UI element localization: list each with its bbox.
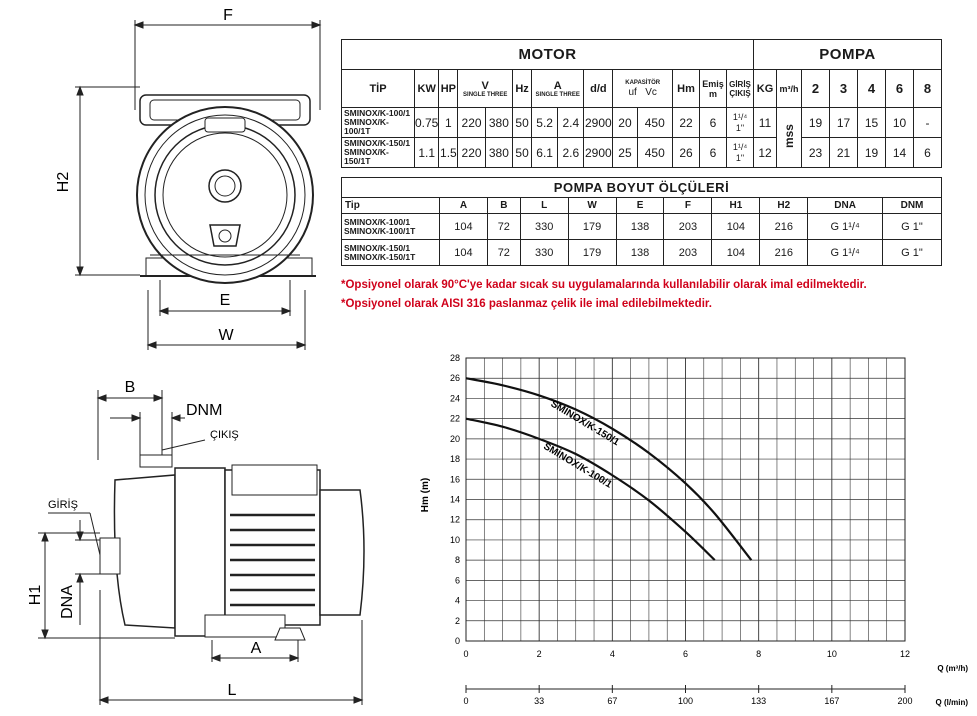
label-cikis: ÇIKIŞ bbox=[210, 429, 239, 441]
uf-cell: 25 bbox=[613, 138, 637, 168]
th-m3h: m³/h bbox=[777, 70, 802, 108]
dim-cell: 216 bbox=[760, 214, 808, 240]
head-cell: 15 bbox=[858, 108, 886, 138]
x-tick-label: 2 bbox=[536, 649, 542, 659]
th-uf: uf bbox=[628, 86, 637, 98]
model-cell bbox=[342, 214, 440, 240]
series-line bbox=[466, 419, 715, 560]
dim-cell: G 1" bbox=[882, 214, 941, 240]
th-flow-4: 4 bbox=[858, 70, 886, 108]
th-flow-8: 8 bbox=[914, 70, 942, 108]
model-a: SMINOX/K-150/1 bbox=[344, 138, 411, 148]
vc-cell: 450 bbox=[637, 138, 672, 168]
v3-cell: 380 bbox=[485, 138, 512, 168]
dim-DNA: DNA bbox=[59, 585, 76, 619]
x-tick-label: 8 bbox=[756, 649, 762, 659]
dim-A: A bbox=[250, 640, 262, 657]
th-tip: TİP bbox=[342, 70, 415, 108]
dims-th-h2: H2 bbox=[760, 198, 808, 214]
th-kapasitor bbox=[613, 70, 673, 108]
v1-cell: 220 bbox=[458, 108, 485, 138]
uf-cell: 20 bbox=[613, 108, 637, 138]
table-row bbox=[342, 240, 942, 266]
series-line bbox=[466, 378, 751, 560]
x2-tick-label: 167 bbox=[824, 696, 840, 706]
model-b: SMINOX/K-100/1T bbox=[344, 117, 389, 136]
dim-cell: 330 bbox=[520, 214, 568, 240]
head-cell: 19 bbox=[802, 108, 830, 138]
th-v bbox=[458, 70, 513, 108]
head-cell: 6 bbox=[914, 138, 942, 168]
hm-cell: 26 bbox=[673, 138, 700, 168]
y-tick-label: 26 bbox=[449, 373, 460, 384]
giris-value: 1¹/⁴ bbox=[732, 111, 748, 122]
model-cell bbox=[342, 240, 440, 266]
hp-cell: 1.5 bbox=[439, 138, 458, 168]
dim-cell: 104 bbox=[440, 240, 488, 266]
th-emis bbox=[700, 70, 727, 108]
x2-tick-label: 100 bbox=[677, 696, 694, 706]
y-tick-label: 24 bbox=[449, 393, 460, 404]
model-b: SMINOX/K-100/1T bbox=[344, 225, 416, 236]
dd-cell: 2900 bbox=[584, 108, 613, 138]
th-kg: KG bbox=[754, 70, 777, 108]
cikis-value: 1" bbox=[735, 122, 745, 133]
dims-th-h1: H1 bbox=[712, 198, 760, 214]
dim-cell: 138 bbox=[616, 214, 664, 240]
y-tick-label: 12 bbox=[449, 514, 460, 525]
dim-cell: 203 bbox=[664, 240, 712, 266]
x-tick-label: 4 bbox=[609, 649, 615, 659]
th-a-label: A bbox=[553, 79, 562, 92]
x2-tick-label: 33 bbox=[534, 696, 545, 706]
performance-chart bbox=[400, 345, 977, 716]
dim-cell: G 1¹/⁴ bbox=[808, 240, 883, 266]
dim-cell: 179 bbox=[568, 214, 616, 240]
th-giris-cikis bbox=[727, 70, 754, 108]
y-tick-label: 28 bbox=[449, 353, 460, 363]
th-hp: HP bbox=[439, 70, 458, 108]
pompa-title: POMPA bbox=[754, 40, 942, 70]
y-tick-label: 6 bbox=[454, 575, 460, 586]
dims-th-b: B bbox=[487, 198, 520, 214]
giris-cikis-cell bbox=[727, 138, 754, 168]
th-a-three: THREE bbox=[559, 91, 580, 98]
y-tick-label: 16 bbox=[449, 474, 460, 485]
th-hz: Hz bbox=[513, 70, 532, 108]
label-giris: GİRİŞ bbox=[48, 499, 78, 511]
y-tick-label: 4 bbox=[454, 595, 460, 606]
kg-cell: 12 bbox=[754, 138, 777, 168]
th-hm: Hm bbox=[673, 70, 700, 108]
head-cell: 10 bbox=[886, 108, 914, 138]
hm-cell: 22 bbox=[673, 108, 700, 138]
th-a bbox=[532, 70, 584, 108]
emis-cell: 6 bbox=[700, 108, 727, 138]
dim-B: B bbox=[124, 379, 136, 396]
x-tick-label: 6 bbox=[682, 649, 689, 659]
dim-E: E bbox=[219, 292, 231, 309]
table-row bbox=[342, 108, 942, 138]
front-view-drawing bbox=[0, 0, 330, 360]
x-tick-label: 0 bbox=[463, 649, 469, 659]
dd-cell: 2900 bbox=[584, 138, 613, 168]
y-tick-label: 18 bbox=[449, 454, 460, 465]
giris-cikis-cell bbox=[727, 108, 754, 138]
dim-cell: 104 bbox=[440, 214, 488, 240]
model-a: SMINOX/K-150/1 bbox=[344, 242, 411, 253]
dims-th-dna: DNA bbox=[808, 198, 883, 214]
mss-label: mss bbox=[782, 123, 796, 149]
motor-title: MOTOR bbox=[342, 40, 754, 70]
a1-cell: 6.1 bbox=[532, 138, 558, 168]
x2-tick-label: 133 bbox=[751, 696, 767, 706]
dims-th-f: F bbox=[664, 198, 712, 214]
chart-grid bbox=[466, 358, 905, 641]
dim-cell: G 1¹/⁴ bbox=[808, 214, 883, 240]
model-cell bbox=[342, 108, 415, 138]
table-row bbox=[342, 214, 942, 240]
dims-th-tip: Tip bbox=[342, 198, 440, 214]
hz-cell: 50 bbox=[513, 108, 532, 138]
pompa-boyut-table bbox=[341, 177, 942, 266]
x-axis-label: Q (m³/h) bbox=[937, 664, 968, 673]
dim-F: F bbox=[223, 7, 233, 24]
side-view-drawing bbox=[0, 370, 400, 716]
th-dd: d/d bbox=[584, 70, 613, 108]
dims-th-l: L bbox=[520, 198, 568, 214]
vc-cell: 450 bbox=[637, 108, 672, 138]
head-cell: 23 bbox=[802, 138, 830, 168]
head-cell: 21 bbox=[830, 138, 858, 168]
chart-curves bbox=[466, 378, 751, 560]
model-b: SMINOX/K-150/1T bbox=[344, 147, 389, 166]
chart-ticks bbox=[450, 353, 913, 706]
dims-th-w: W bbox=[568, 198, 616, 214]
dim-H1: H1 bbox=[27, 584, 44, 606]
th-vc: Vc bbox=[645, 86, 657, 98]
dims-th-a: A bbox=[440, 198, 488, 214]
y-tick-label: 10 bbox=[449, 534, 460, 545]
th-flow-2: 2 bbox=[802, 70, 830, 108]
y-tick-label: 22 bbox=[449, 413, 460, 424]
y-tick-label: 8 bbox=[454, 555, 460, 566]
dim-cell: 330 bbox=[520, 240, 568, 266]
dim-cell: 72 bbox=[487, 240, 520, 266]
hp-cell: 1 bbox=[439, 108, 458, 138]
dim-cell: 72 bbox=[487, 214, 520, 240]
dim-cell: G 1" bbox=[882, 240, 941, 266]
a1-cell: 5.2 bbox=[532, 108, 558, 138]
a3-cell: 2.6 bbox=[558, 138, 584, 168]
x-tick-label: 12 bbox=[899, 649, 911, 659]
note-aisi316: *Opsiyonel olarak AISI 316 paslanmaz çelik ile imal edilebilmektedir. bbox=[341, 298, 712, 310]
y-tick-label: 14 bbox=[449, 494, 460, 505]
giris-value: 1¹/⁴ bbox=[732, 141, 748, 152]
dim-H2: H2 bbox=[55, 171, 72, 193]
th-a-single: SINGLE bbox=[535, 91, 558, 98]
dim-W: W bbox=[218, 327, 234, 344]
note-hot-water: *Opsiyonel olarak 90°C'ye kadar sıcak su uygulamalarında kullanılabilir olarak imal edilmektedir. bbox=[341, 279, 867, 291]
dim-DNM: DNM bbox=[186, 402, 223, 419]
th-giris: GİRİŞ bbox=[729, 79, 751, 89]
dim-cell: 203 bbox=[664, 214, 712, 240]
th-flow-3: 3 bbox=[830, 70, 858, 108]
dims-title: POMPA BOYUT ÖLÇÜLERİ bbox=[342, 178, 942, 198]
series-label: SMİNOX/K-150/1 bbox=[548, 398, 621, 449]
y-tick-label: 2 bbox=[454, 615, 460, 626]
model-a: SMINOX/K-100/1 bbox=[344, 108, 411, 118]
kw-cell: 0.75 bbox=[415, 108, 439, 138]
model-a: SMINOX/K-100/1 bbox=[344, 216, 411, 227]
motor-pompa-table bbox=[341, 39, 942, 168]
v1-cell: 220 bbox=[458, 138, 485, 168]
head-cell: 19 bbox=[858, 138, 886, 168]
dim-L: L bbox=[227, 682, 237, 699]
dim-cell: 179 bbox=[568, 240, 616, 266]
y-tick-label: 0 bbox=[454, 636, 460, 646]
x-tick-label: 10 bbox=[826, 649, 837, 659]
dims-th-e: E bbox=[616, 198, 664, 214]
x2-tick-label: 200 bbox=[897, 696, 913, 706]
y-axis-label: Hm (m) bbox=[420, 477, 431, 513]
v3-cell: 380 bbox=[485, 108, 512, 138]
th-emis-label: Emiş bbox=[702, 78, 724, 89]
model-b: SMINOX/K-150/1T bbox=[344, 251, 416, 262]
th-flow-6: 6 bbox=[886, 70, 914, 108]
th-v-three: THREE bbox=[487, 91, 508, 98]
mss-cell bbox=[777, 108, 802, 168]
kg-cell: 11 bbox=[754, 108, 777, 138]
kw-cell: 1.1 bbox=[415, 138, 439, 168]
dim-cell: 138 bbox=[616, 240, 664, 266]
emis-cell: 6 bbox=[700, 138, 727, 168]
head-cell: 14 bbox=[886, 138, 914, 168]
x2-tick-label: 67 bbox=[607, 696, 618, 706]
y-tick-label: 20 bbox=[449, 433, 460, 444]
dim-cell: 216 bbox=[760, 240, 808, 266]
th-kw: KW bbox=[415, 70, 439, 108]
th-v-label: V bbox=[481, 79, 489, 92]
hz-cell: 50 bbox=[513, 138, 532, 168]
series-label: SMİNOX/K-100/1 bbox=[541, 441, 614, 491]
dim-cell: 104 bbox=[712, 214, 760, 240]
table-row bbox=[342, 138, 942, 168]
a3-cell: 2.4 bbox=[558, 108, 584, 138]
head-cell: 17 bbox=[830, 108, 858, 138]
head-cell: - bbox=[914, 108, 942, 138]
model-cell bbox=[342, 138, 415, 168]
th-emis-unit: m bbox=[708, 88, 717, 99]
th-cikis: ÇIKIŞ bbox=[729, 88, 751, 98]
dim-cell: 104 bbox=[712, 240, 760, 266]
cikis-value: 1" bbox=[735, 152, 745, 163]
th-kapasitor-label: KAPASİTÖR bbox=[625, 79, 661, 86]
x2-tick-label: 0 bbox=[463, 696, 469, 706]
x2-axis-label: Q (l/min) bbox=[935, 698, 968, 707]
th-v-single: SINGLE bbox=[463, 91, 486, 98]
dims-th-dnm: DNM bbox=[882, 198, 941, 214]
